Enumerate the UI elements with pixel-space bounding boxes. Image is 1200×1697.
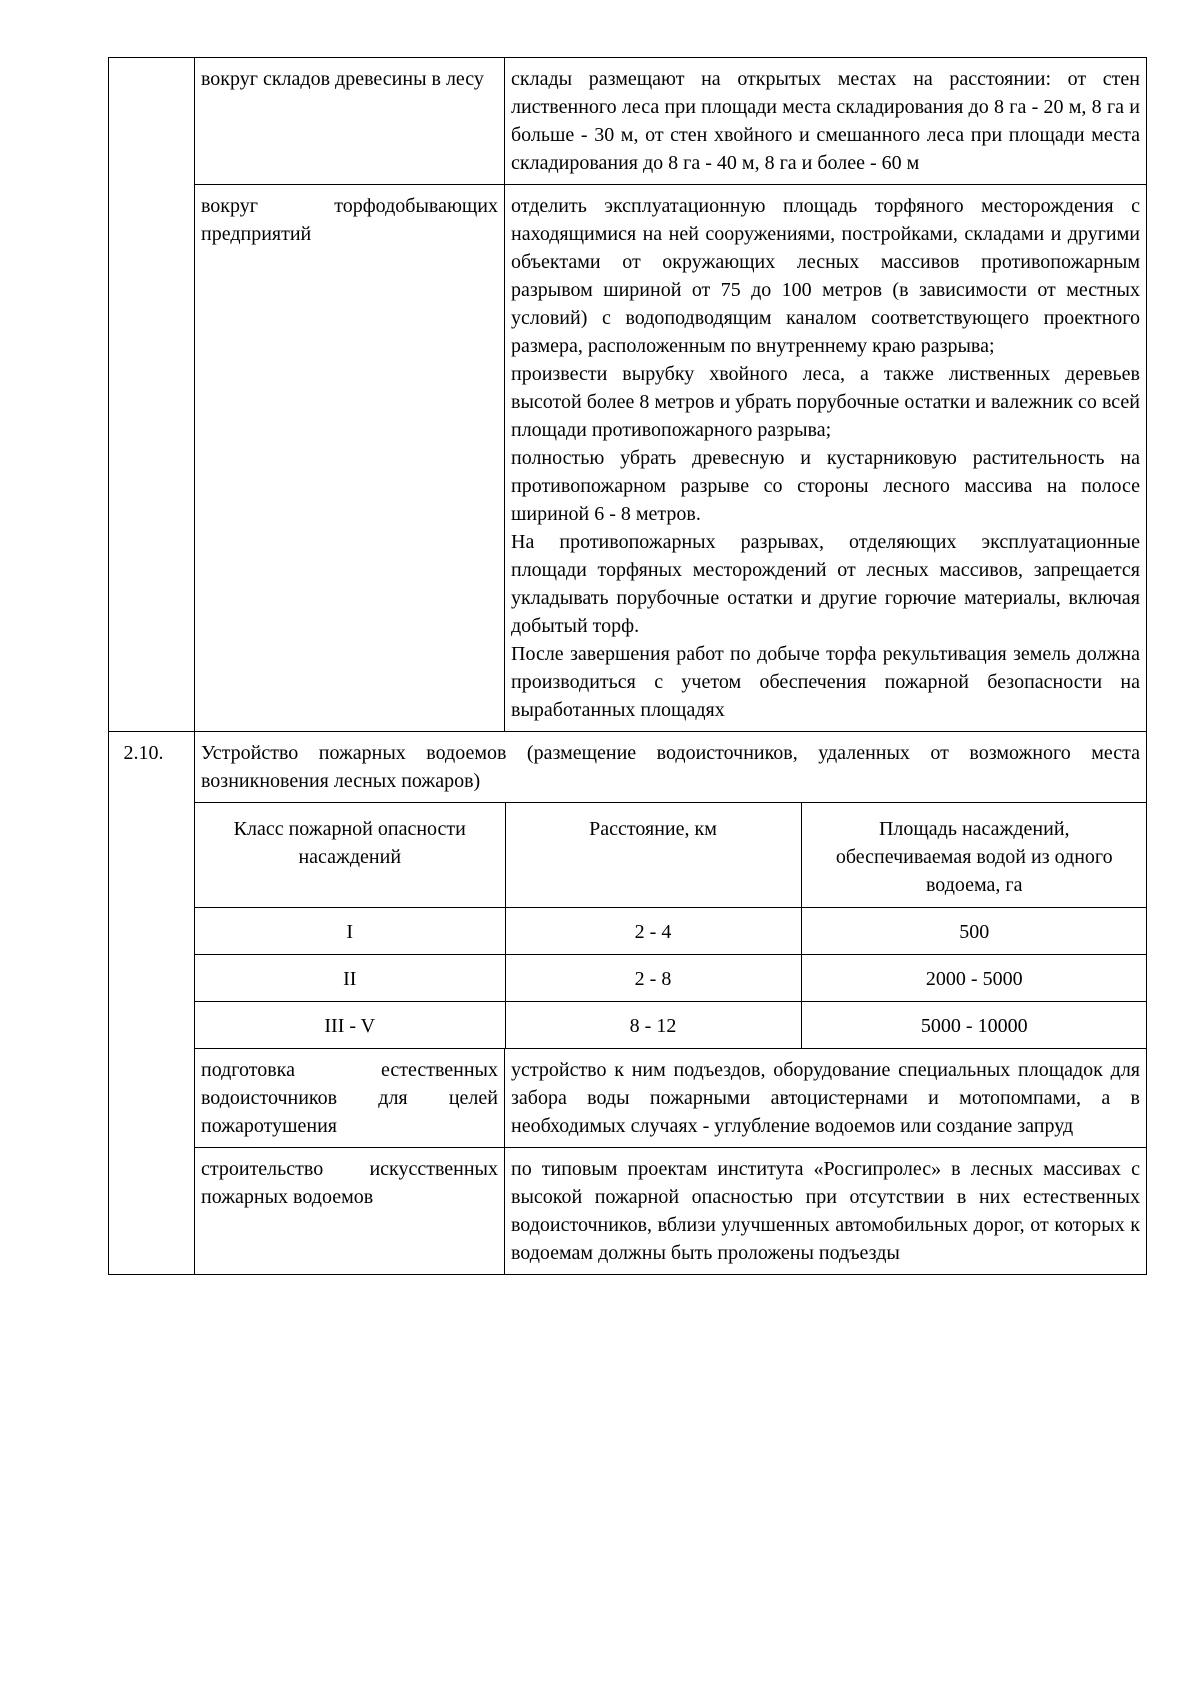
column-header-distance: Расстояние, км: [505, 803, 801, 908]
measure-description-cell: по типовым проектам института «Росгипролес» в лесных массивах с высокой пожарной опасностью при отсутствии в них естественных водоисточников, вблизи улучшенных автомобильных дорог, от которых к водоемам должны быть проложены подъезды: [505, 1148, 1147, 1275]
table-row-peat: [109, 185, 1147, 732]
measure-name-cell: строительство искусственных пожарных водоемов: [195, 1148, 505, 1275]
reservoir-table-row: [195, 955, 1147, 1002]
description-paragraph: На противопожарных разрывах, отделяющих эксплуатационные площади торфяных месторождений от лесных массивов, запрещается укладывать порубочные остатки и другие горючие материалы, включая добытый торф.: [511, 531, 1140, 637]
description-paragraph: произвести вырубку хвойного леса, а также лиственных деревьев высотой более 8 метров и убрать порубочные остатки и валежник со всей площади противопожарного разрыва;: [511, 363, 1140, 441]
distance-value: 2 - 8: [505, 955, 801, 1002]
measure-name-cell: вокруг складов древесины в лесу: [195, 58, 505, 185]
area-value: 2000 - 5000: [801, 955, 1147, 1002]
distance-value: 2 - 4: [505, 908, 801, 955]
measure-description-cell: [505, 185, 1147, 732]
hazard-class-value: II: [195, 955, 505, 1002]
area-value: 5000 - 10000: [801, 1002, 1147, 1049]
reservoir-table-header-row: [195, 803, 1147, 908]
hazard-class-value: I: [195, 908, 505, 955]
reservoir-distance-cell: [195, 803, 1147, 1049]
hazard-class-value: III - V: [195, 1002, 505, 1049]
table-row-natural-sources: [109, 1049, 1147, 1148]
distance-value: 8 - 12: [505, 1002, 801, 1049]
reservoir-distance-table: [195, 803, 1147, 1048]
table-row-warehouses: [109, 58, 1147, 185]
description-paragraph: отделить эксплуатационную площадь торфяного месторождения с находящимися на ней сооружениями, постройками, складами и другими объектами от окружающих лесных массивов противопожарным разрывом шириной от 75 до 100 метров (в зависимости от местных условий) с водоподводящим каналом соответствующего проектного размера, расположенным по внутреннему краю разрыва;: [511, 195, 1140, 357]
measure-name-cell: вокруг торфодобывающих предприятий: [195, 185, 505, 732]
section-2-10-header-row: [109, 732, 1147, 803]
reservoir-table-row: [195, 1002, 1147, 1049]
area-value: 500: [801, 908, 1147, 955]
measure-description-cell: устройство к ним подъездов, оборудование специальных площадок для забора воды пожарными автоцистернами и мотопомпами, а в необходимых случаях - углубление водоемов или создание запруд: [505, 1049, 1147, 1148]
row-number-cell-empty: [109, 58, 195, 732]
measure-description-cell: склады размещают на открытых местах на расстоянии: от стен лиственного леса при площади места складирования до 8 га - 20 м, 8 га и больше - 30 м, от стен хвойного и смешанного леса при площади места складирования до 8 га - 40 м, 8 га и более - 60 м: [505, 58, 1147, 185]
reservoir-table-row: [195, 908, 1147, 955]
section-title: Устройство пожарных водоемов (размещение водоисточников, удаленных от возможного места возникновения лесных пожаров): [195, 732, 1147, 803]
column-header-area: Площадь насаждений, обеспечиваемая водой из одного водоема, га: [801, 803, 1147, 908]
description-paragraph: После завершения работ по добыче торфа рекультивация земель должна производиться с учетом обеспечения пожарной безопасности на выработанных площадях: [511, 643, 1140, 721]
section-number: 2.10.: [109, 732, 195, 1275]
column-header-hazard-class: Класс пожарной опасности насаждений: [195, 803, 505, 908]
fire-safety-measures-table: [108, 57, 1147, 1275]
table-row-artificial-reservoirs: [109, 1148, 1147, 1275]
description-paragraph: полностью убрать древесную и кустарниковую растительность на противопожарном разрыве со стороны лесного массива на полосе шириной 6 - 8 метров.: [511, 447, 1140, 525]
measure-name-cell: подготовка естественных водоисточников для целей пожаротушения: [195, 1049, 505, 1148]
reservoir-distance-table-row: [109, 803, 1147, 1049]
